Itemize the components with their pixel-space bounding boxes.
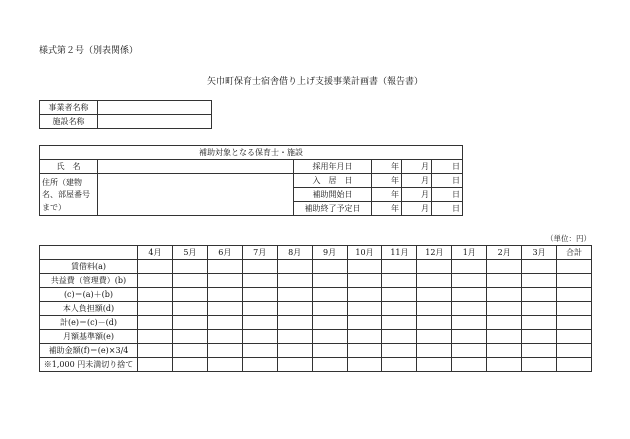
- amount-cell[interactable]: [138, 302, 173, 316]
- month-column-header: 4月: [138, 246, 173, 260]
- month-unit: 月: [402, 188, 432, 202]
- amount-cell[interactable]: [138, 288, 173, 302]
- table-row: [40, 330, 592, 344]
- amount-cell[interactable]: [242, 358, 277, 372]
- date-label: 補助開始日: [294, 188, 372, 202]
- amount-cell[interactable]: [382, 288, 417, 302]
- name-label: 氏 名: [40, 160, 98, 174]
- amount-cell[interactable]: [452, 274, 487, 288]
- table-row: [40, 174, 463, 188]
- year-unit: 年: [372, 202, 402, 216]
- amount-cell[interactable]: [417, 302, 452, 316]
- amount-cell[interactable]: [207, 344, 242, 358]
- table-row: [40, 146, 463, 160]
- amount-cell[interactable]: [138, 330, 173, 344]
- amount-cell[interactable]: [417, 330, 452, 344]
- row-label: ※1,000 円未満切り捨て: [40, 358, 138, 372]
- year-unit: 年: [372, 174, 402, 188]
- month-column-header: 合計: [557, 246, 592, 260]
- amount-cell[interactable]: [138, 260, 173, 274]
- amount-cell[interactable]: [382, 260, 417, 274]
- amount-cell[interactable]: [347, 316, 382, 330]
- amount-cell[interactable]: [172, 288, 207, 302]
- month-column-header: 5月: [172, 246, 207, 260]
- row-label: 本人負担額(d): [40, 302, 138, 316]
- business-name-field[interactable]: [98, 101, 212, 115]
- month-column-header: 8月: [277, 246, 312, 260]
- amount-cell[interactable]: [347, 358, 382, 372]
- amount-cell[interactable]: [242, 260, 277, 274]
- amount-cell[interactable]: [487, 274, 522, 288]
- unit-note: （単位：円）: [546, 234, 591, 243]
- table-header-row: [40, 246, 592, 260]
- amount-cell[interactable]: [172, 316, 207, 330]
- amount-cell[interactable]: [487, 260, 522, 274]
- amount-cell[interactable]: [277, 260, 312, 274]
- day-unit: 日: [432, 202, 463, 216]
- amount-cell[interactable]: [522, 260, 557, 274]
- amount-cell[interactable]: [522, 358, 557, 372]
- amount-cell[interactable]: [277, 344, 312, 358]
- amount-cell[interactable]: [312, 260, 347, 274]
- amount-cell[interactable]: [522, 330, 557, 344]
- facility-name-field[interactable]: [98, 115, 212, 129]
- amount-cell[interactable]: [138, 316, 173, 330]
- amount-cell[interactable]: [557, 302, 592, 316]
- amount-cell[interactable]: [207, 288, 242, 302]
- amount-cell[interactable]: [242, 344, 277, 358]
- amount-cell[interactable]: [207, 316, 242, 330]
- month-unit: 月: [402, 160, 432, 174]
- month-column-header: 3月: [522, 246, 557, 260]
- table-row: [40, 302, 592, 316]
- amount-cell[interactable]: [242, 288, 277, 302]
- table-row: [40, 344, 592, 358]
- amount-cell[interactable]: [522, 274, 557, 288]
- amount-cell[interactable]: [452, 358, 487, 372]
- amount-cell[interactable]: [417, 344, 452, 358]
- amount-cell[interactable]: [452, 288, 487, 302]
- document-title: 矢巾町保育士宿舎借り上げ支援事業計画書（報告書）: [206, 77, 423, 87]
- form-label: 様式第２号（別表関係）: [39, 46, 139, 56]
- amount-cell[interactable]: [207, 260, 242, 274]
- target-info-table: [39, 145, 463, 216]
- monthly-amount-table: [39, 245, 592, 372]
- business-name-label: 事業者名称: [40, 101, 98, 115]
- amount-cell[interactable]: [417, 316, 452, 330]
- amount-cell[interactable]: [347, 302, 382, 316]
- day-unit: 日: [432, 188, 463, 202]
- amount-cell[interactable]: [417, 288, 452, 302]
- amount-cell[interactable]: [277, 288, 312, 302]
- amount-cell[interactable]: [277, 302, 312, 316]
- amount-cell[interactable]: [277, 330, 312, 344]
- amount-cell[interactable]: [557, 330, 592, 344]
- amount-cell[interactable]: [312, 316, 347, 330]
- amount-cell[interactable]: [347, 288, 382, 302]
- amount-cell[interactable]: [277, 316, 312, 330]
- amount-cell[interactable]: [417, 274, 452, 288]
- amount-cell[interactable]: [347, 274, 382, 288]
- amount-cell[interactable]: [347, 344, 382, 358]
- amount-cell[interactable]: [207, 330, 242, 344]
- row-label: (c)＝(a)＋(b): [40, 288, 138, 302]
- month-column-header: 11月: [382, 246, 417, 260]
- amount-cell[interactable]: [172, 330, 207, 344]
- address-label: 住所（建物名、部屋番号まで）: [40, 174, 98, 216]
- amount-cell[interactable]: [172, 358, 207, 372]
- amount-cell[interactable]: [277, 358, 312, 372]
- amount-cell[interactable]: [347, 330, 382, 344]
- amount-cell[interactable]: [452, 260, 487, 274]
- amount-cell[interactable]: [452, 330, 487, 344]
- month-column-header: 12月: [417, 246, 452, 260]
- amount-cell[interactable]: [242, 330, 277, 344]
- amount-cell[interactable]: [138, 344, 173, 358]
- date-label: 入 居 日: [294, 174, 372, 188]
- amount-cell[interactable]: [172, 344, 207, 358]
- amount-cell[interactable]: [347, 260, 382, 274]
- amount-cell[interactable]: [138, 274, 173, 288]
- amount-cell[interactable]: [172, 274, 207, 288]
- table-row: [40, 274, 592, 288]
- table-row: [40, 115, 212, 129]
- month-column-header: 6月: [207, 246, 242, 260]
- row-label: 補助金額(f)＝(e)×3/4: [40, 344, 138, 358]
- amount-cell[interactable]: [382, 344, 417, 358]
- amount-cell[interactable]: [172, 260, 207, 274]
- table-row: [40, 288, 592, 302]
- amount-cell[interactable]: [522, 344, 557, 358]
- table-row: [40, 358, 592, 372]
- table-row: [40, 316, 592, 330]
- amount-cell[interactable]: [487, 344, 522, 358]
- amount-cell[interactable]: [172, 302, 207, 316]
- amount-cell[interactable]: [487, 358, 522, 372]
- business-info-table: [39, 100, 212, 129]
- amount-cell[interactable]: [382, 358, 417, 372]
- amount-cell[interactable]: [417, 358, 452, 372]
- amount-cell[interactable]: [487, 288, 522, 302]
- row-label: 月額基準額(e): [40, 330, 138, 344]
- amount-cell[interactable]: [312, 344, 347, 358]
- amount-cell[interactable]: [557, 288, 592, 302]
- amount-cell[interactable]: [382, 330, 417, 344]
- date-label: 採用年月日: [294, 160, 372, 174]
- amount-cell[interactable]: [522, 288, 557, 302]
- date-label: 補助終了予定日: [294, 202, 372, 216]
- amount-cell[interactable]: [382, 302, 417, 316]
- amount-cell[interactable]: [487, 302, 522, 316]
- table-row: [40, 260, 592, 274]
- amount-cell[interactable]: [138, 358, 173, 372]
- month-column-header: 10月: [347, 246, 382, 260]
- amount-cell[interactable]: [207, 274, 242, 288]
- month-column-header: 9月: [312, 246, 347, 260]
- amount-cell[interactable]: [557, 316, 592, 330]
- row-label: 共益費（管理費）(b): [40, 274, 138, 288]
- amount-cell[interactable]: [452, 344, 487, 358]
- month-unit: 月: [402, 202, 432, 216]
- amount-cell[interactable]: [312, 288, 347, 302]
- target-table-caption: 補助対象となる保育士・施設: [40, 146, 463, 160]
- amount-cell[interactable]: [487, 330, 522, 344]
- amount-cell[interactable]: [207, 358, 242, 372]
- facility-name-label: 施設名称: [40, 115, 98, 129]
- amount-cell[interactable]: [487, 316, 522, 330]
- year-unit: 年: [372, 160, 402, 174]
- amount-cell[interactable]: [312, 302, 347, 316]
- amount-cell[interactable]: [522, 302, 557, 316]
- amount-cell[interactable]: [277, 274, 312, 288]
- row-label: 計(e)＝(c)－(d): [40, 316, 138, 330]
- amount-cell[interactable]: [452, 302, 487, 316]
- month-column-header: 1月: [452, 246, 487, 260]
- amount-cell[interactable]: [557, 358, 592, 372]
- month-unit: 月: [402, 174, 432, 188]
- amount-cell[interactable]: [242, 274, 277, 288]
- amount-cell[interactable]: [242, 302, 277, 316]
- table-row: [40, 160, 463, 174]
- amount-cell[interactable]: [207, 302, 242, 316]
- amount-cell[interactable]: [382, 274, 417, 288]
- row-label: 賃借料(a): [40, 260, 138, 274]
- month-column-header: 7月: [242, 246, 277, 260]
- amount-cell[interactable]: [557, 260, 592, 274]
- amount-cell[interactable]: [557, 344, 592, 358]
- amount-cell[interactable]: [417, 260, 452, 274]
- amount-cell[interactable]: [452, 316, 487, 330]
- amount-cell[interactable]: [557, 274, 592, 288]
- amount-cell[interactable]: [312, 274, 347, 288]
- amount-cell[interactable]: [522, 316, 557, 330]
- name-field[interactable]: [98, 160, 294, 174]
- amount-cell[interactable]: [242, 316, 277, 330]
- corner-cell: [40, 246, 138, 260]
- year-unit: 年: [372, 188, 402, 202]
- amount-cell[interactable]: [312, 330, 347, 344]
- month-column-header: 2月: [487, 246, 522, 260]
- amount-cell[interactable]: [382, 316, 417, 330]
- amount-cell[interactable]: [312, 358, 347, 372]
- address-field[interactable]: [98, 174, 294, 216]
- table-row: [40, 101, 212, 115]
- day-unit: 日: [432, 174, 463, 188]
- day-unit: 日: [432, 160, 463, 174]
